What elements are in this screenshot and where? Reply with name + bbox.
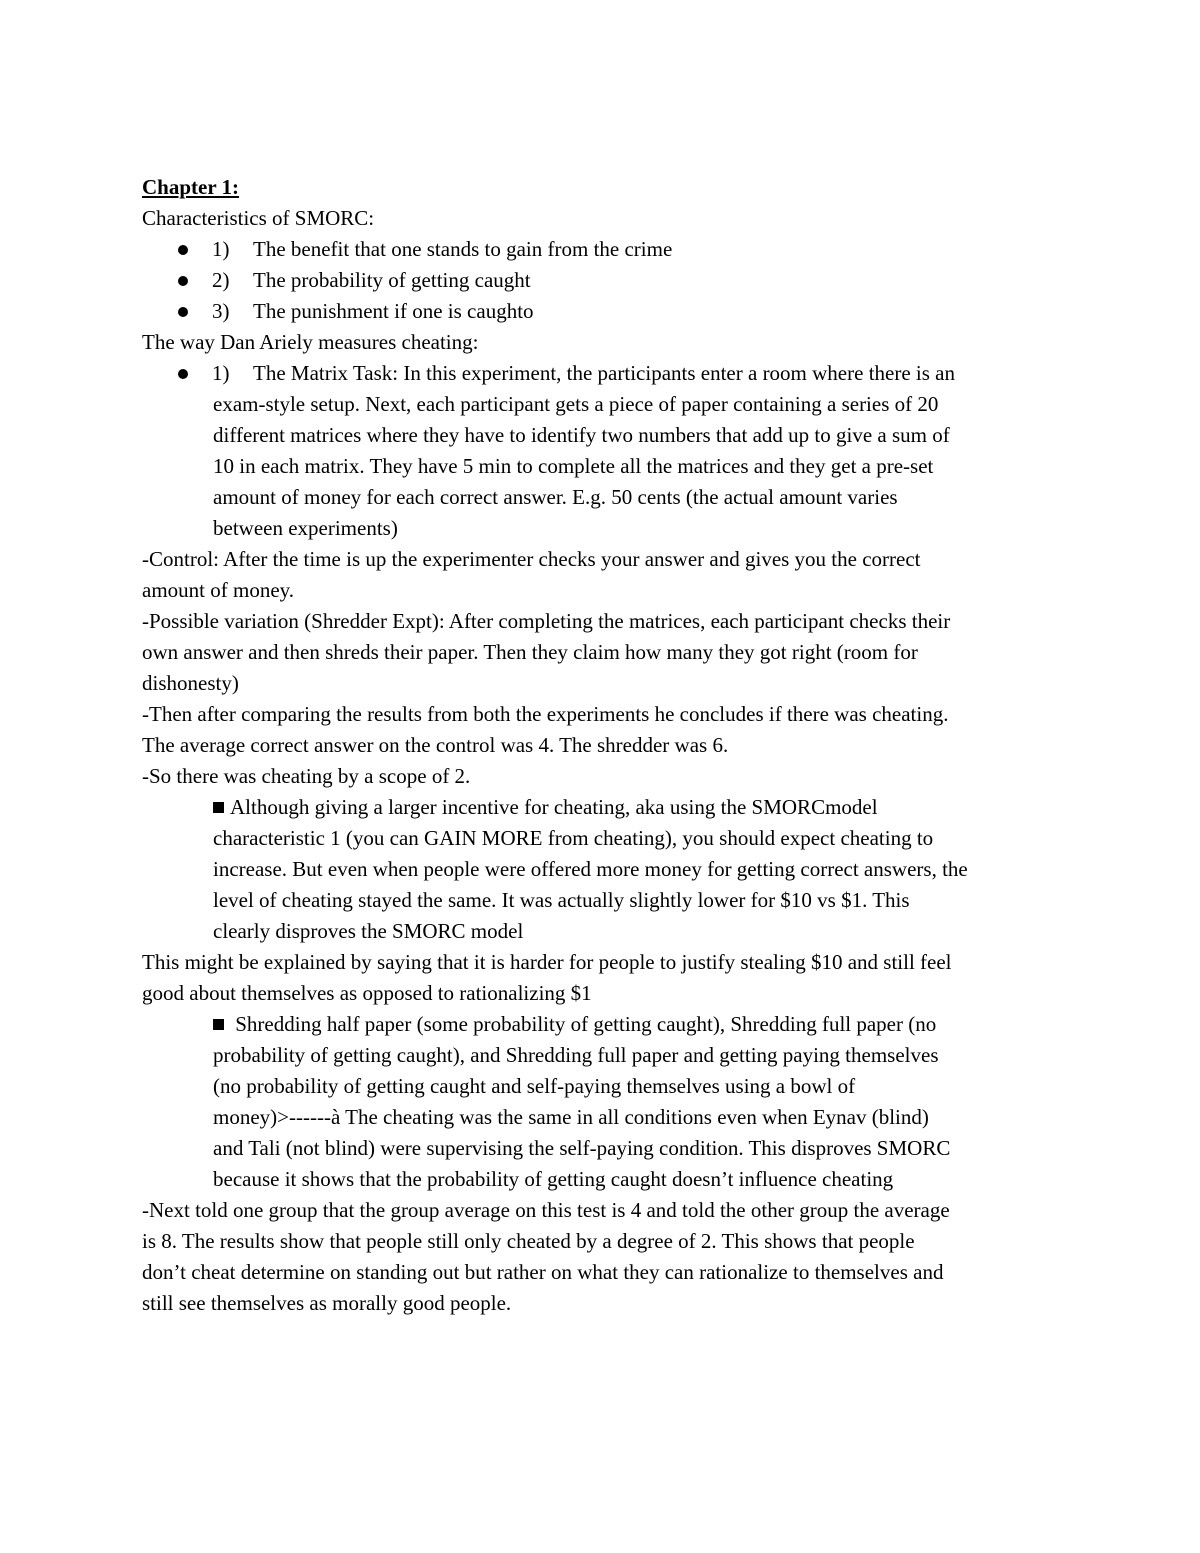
text-line: don’t cheat determine on standing out but rather on what they can rationalize to themselves and <box>142 1260 944 1284</box>
list-number: 1) <box>212 237 230 261</box>
bullet-icon <box>178 245 188 255</box>
list-item <box>142 296 1062 327</box>
text-line: -Control: After the time is up the experimenter checks your answer and gives you the correct <box>142 547 921 571</box>
list-item <box>142 265 1062 296</box>
list-number: 1) <box>212 361 230 385</box>
paragraph-experiment <box>142 544 1062 792</box>
text-line: still see themselves as morally good people. <box>142 1291 512 1315</box>
text-line: money)>------à The cheating was the same in all conditions even when Eynav (blind) <box>213 1105 929 1129</box>
text-line: and Tali (not blind) were supervising the self-paying condition. This disproves SMORC <box>213 1136 951 1160</box>
paragraph-explanation <box>142 947 1062 1009</box>
document-body <box>142 172 1062 1319</box>
square-bullet-icon <box>213 1019 224 1030</box>
text-line: probability of getting caught), and Shredding full paper and getting paying themselves <box>213 1043 939 1067</box>
list-text: The punishment if one is caughto <box>253 299 534 323</box>
shredding-item <box>142 1009 1062 1195</box>
bullet-icon <box>178 307 188 317</box>
list-item <box>142 358 1062 389</box>
list-text: Although giving a larger incentive for cheating, aka using the SMORCmodel <box>230 795 878 819</box>
measure-intro: The way Dan Ariely measures cheating: <box>142 330 479 354</box>
characteristics-list <box>142 234 1062 327</box>
text-line: -Possible variation (Shredder Expt): After completing the matrices, each participant checks their <box>142 609 951 633</box>
text-line: dishonesty) <box>142 671 239 695</box>
text-line: level of cheating stayed the same. It was actually slightly lower for $10 vs $1. This <box>213 888 910 912</box>
text-line: between experiments) <box>213 516 398 540</box>
text-line: The average correct answer on the control was 4. The shredder was 6. <box>142 733 729 757</box>
text-line: -Then after comparing the results from both the experiments he concludes if there was cheating. <box>142 702 949 726</box>
text-line: clearly disproves the SMORC model <box>213 919 524 943</box>
text-line: because it shows that the probability of getting caught doesn’t influence cheating <box>213 1167 894 1191</box>
list-item <box>142 1009 1062 1040</box>
bullet-icon <box>178 276 188 286</box>
list-text: The probability of getting caught <box>253 268 531 292</box>
list-number: 2) <box>212 268 230 292</box>
text-line: (no probability of getting caught and self-paying themselves using a bowl of <box>213 1074 856 1098</box>
matrix-task-item <box>142 358 1062 544</box>
incentive-item <box>142 792 1062 947</box>
characteristics-intro: Characteristics of SMORC: <box>142 206 375 230</box>
text-line: is 8. The results show that people still only cheated by a degree of 2. This shows that people <box>142 1229 915 1253</box>
text-line: -So there was cheating by a scope of 2. <box>142 764 471 788</box>
text-line: This might be explained by saying that it is harder for people to justify stealing $10 and still feel <box>142 950 952 974</box>
list-number: 3) <box>212 299 230 323</box>
text-line: 10 in each matrix. They have 5 min to complete all the matrices and they get a pre-set <box>213 454 934 478</box>
list-text: The Matrix Task: In this experiment, the participants enter a room where there is an <box>253 361 955 385</box>
list-item <box>142 792 1062 823</box>
list-text: Shredding half paper (some probability of getting caught), Shredding full paper (no <box>230 1012 937 1036</box>
text-line: amount of money. <box>142 578 295 602</box>
list-item <box>142 234 1062 265</box>
list-text: The benefit that one stands to gain from the crime <box>253 237 673 261</box>
text-line: good about themselves as opposed to rationalizing $1 <box>142 981 592 1005</box>
chapter-heading: Chapter 1: <box>142 175 240 199</box>
square-bullet-icon <box>213 802 224 813</box>
text-line: own answer and then shreds their paper. Then they claim how many they got right (room for <box>142 640 918 664</box>
text-line: different matrices where they have to identify two numbers that add up to give a sum of <box>213 423 950 447</box>
text-line: -Next told one group that the group average on this test is 4 and told the other group the average <box>142 1198 950 1222</box>
paragraph-conclusion <box>142 1195 1062 1319</box>
bullet-icon <box>178 369 188 379</box>
text-line: increase. But even when people were offered more money for getting correct answers, the <box>213 857 968 881</box>
text-line: exam-style setup. Next, each participant gets a piece of paper containing a series of 20 <box>213 392 939 416</box>
text-line: characteristic 1 (you can GAIN MORE from cheating), you should expect cheating to <box>213 826 934 850</box>
text-line: amount of money for each correct answer. E.g. 50 cents (the actual amount varies <box>213 485 898 509</box>
